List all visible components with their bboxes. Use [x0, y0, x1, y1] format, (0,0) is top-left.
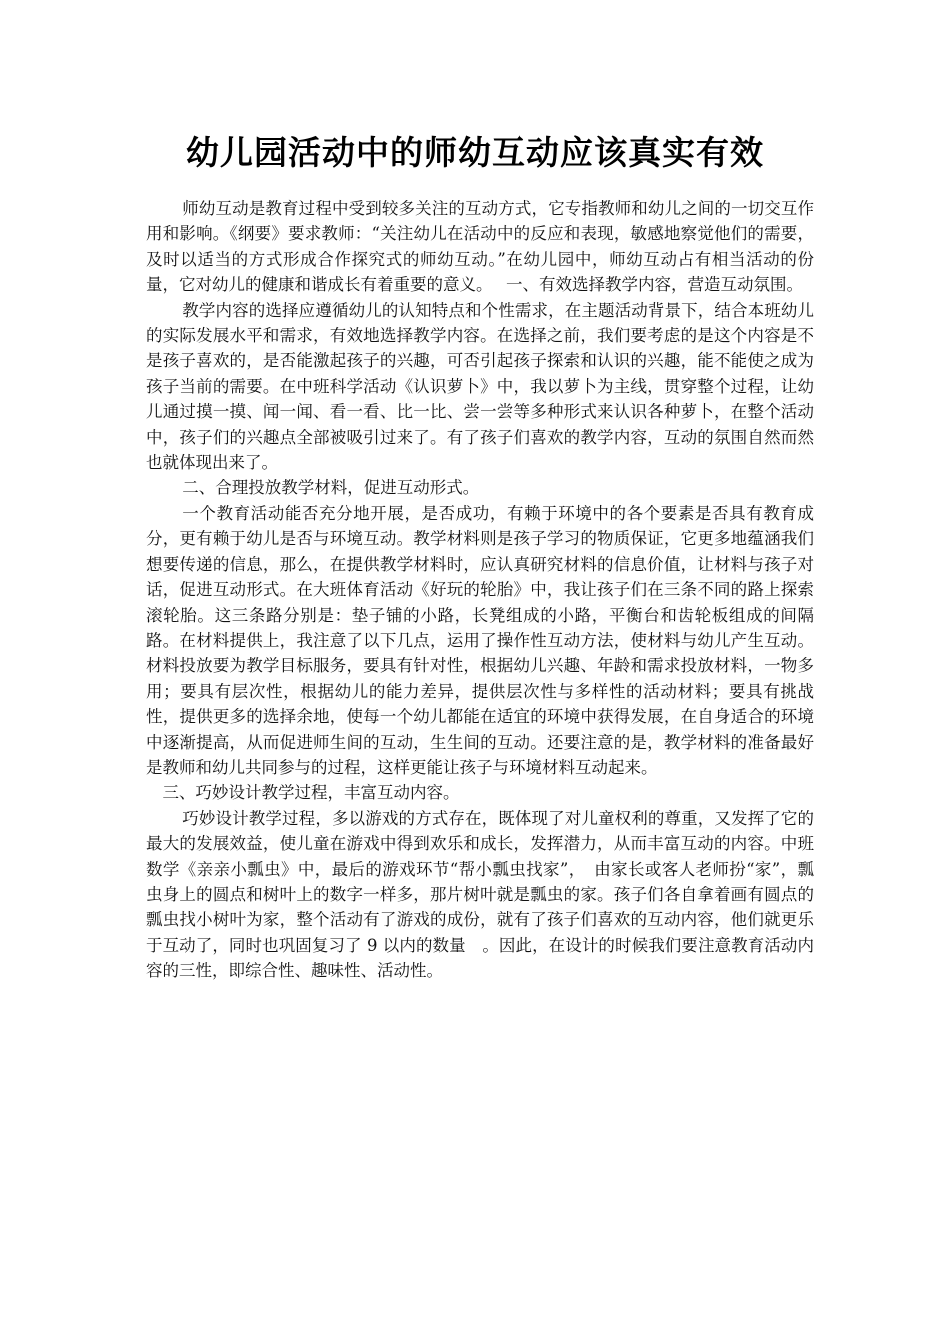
- section-heading-materials: 二、合理投放教学材料，促进互动形式。: [182, 478, 480, 498]
- section-heading-process: 三、巧妙设计教学过程，丰富互动内容。: [162, 783, 460, 803]
- paragraph-content-selection: 教学内容的选择应遵循幼儿的认知特点和个性需求，在主题活动背景下，结合本班幼儿的实际发展水平和需求，有效地选择教学内容。在选择之前，我们要考虑的是这个内容是不是孩子喜欢的，是否能激起孩子的兴趣，可否引起孩子探索和认识的兴趣，能不能使之成为孩子当前的需要。在中班科学活动《认识萝卜》中，我以萝卜为主线，贯穿整个过程，让幼儿通过摸一摸、闻一闻、看一看、比一比、尝一尝等多种形式来认识各种萝卜，在整个活动中，孩子们的兴趣点全部被吸引过来了。有了孩子们喜欢的教学内容，互动的氛围自然而然也就体现出来了。: [146, 300, 814, 473]
- document-body: [146, 196, 814, 984]
- paragraph-process: 巧妙设计教学过程，多以游戏的方式存在，既体现了对儿童权利的尊重，又发挥了它的最大的发展效益，使儿童在游戏中得到欢乐和成长，发挥潜力，从而丰富互动的内容。中班数学《亲亲小瓢虫》中，最后的游戏环节“帮小瓢虫找家”， 由家长或客人老师扮“家”，瓢虫身上的圆点和树叶上的数字一样多，那片树叶就是瓢虫的家。孩子们各自拿着画有圆点的瓢虫找小树叶为家，整个活动有了游戏的成份，就有了孩子们喜欢的互动内容，他们就更乐于互动了，同时也巩固复习了 9 以内的数量 。因此，在设计的时候我们要注意教育活动内容的三性，即综合性、趣味性、活动性。: [146, 808, 814, 981]
- paragraph-materials: 一个教育活动能否充分地开展，是否成功，有赖于环境中的各个要素是否具有教育成分，更有赖于幼儿是否与环境互动。教学材料则是孩子学习的物质保证，它更多地蕴涵我们想要传递的信息，那么，在提供教学材料时，应认真研究材料的信息价值，让材料与孩子对话，促进互动形式。在大班体育活动《好玩的轮胎》中，我让孩子们在三条不同的路上探索滚轮胎。这三条路分别是：垫子铺的小路，长凳组成的小路，平衡台和齿轮板组成的间隔路。在材料提供上，我注意了以下几点，运用了操作性互动方法，使材料与幼儿产生互动。材料投放要为教学目标服务，要具有针对性，根据幼儿兴趣、年龄和需求投放材料，一物多用；要具有层次性，根据幼儿的能力差异，提供层次性与多样性的活动材料；要具有挑战性，提供更多的选择余地，使每一个幼儿都能在适宜的环境中获得发展，在自身适合的环境中逐渐提高，从而促进师生间的互动，生生间的互动。还要注意的是，教学材料的准备最好是教师和幼儿共同参与的过程，这样更能让孩子与环境材料互动起来。: [146, 503, 814, 777]
- document-title: 幼儿园活动中的师幼互动应该真实有效: [186, 133, 764, 172]
- paragraph-intro: 师幼互动是教育过程中受到较多关注的互动方式，它专指教师和幼儿之间的一切交互作用和影响。《纲要》要求教师：“关注幼儿在活动中的反应和表现，敏感地察觉他们的需要，及时以适当的方式形成合作探究式的师幼互动。”在幼儿园中，师幼互动占有相当活动的份量，它对幼儿的健康和谐成长有着重要的意义。 一、有效选择教学内容，营造互动氛围。: [146, 199, 814, 295]
